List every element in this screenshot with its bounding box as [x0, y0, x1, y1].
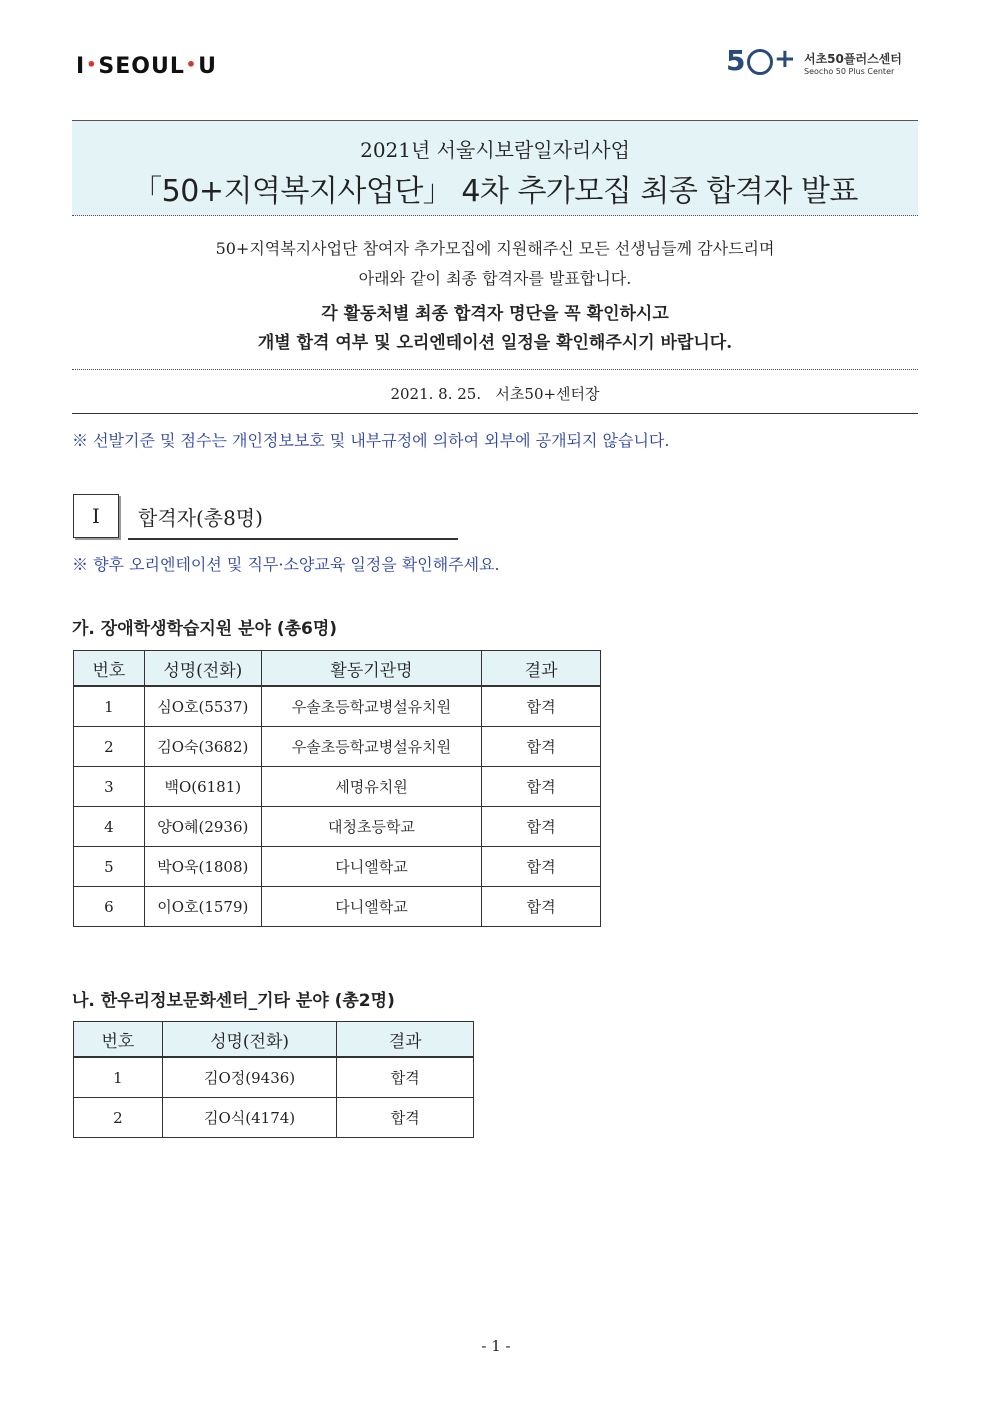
seoul-logo-i: I — [76, 54, 86, 79]
cell-number: 1 — [74, 1057, 163, 1098]
seocho-50plus-logo — [726, 44, 916, 84]
cell-result: 합격 — [482, 847, 601, 887]
cell-number: 1 — [74, 686, 145, 727]
table-header-row — [74, 1022, 474, 1058]
table-row — [74, 1057, 474, 1098]
cell-institution: 세명유치원 — [261, 767, 482, 807]
logo-dot: • — [185, 55, 198, 74]
logo-korean-name: 서초50플러스센터 — [804, 52, 902, 66]
cell-name: 백O(6181) — [144, 767, 261, 807]
cell-name: 김O정(9436) — [162, 1057, 337, 1098]
table-row — [74, 767, 601, 807]
cell-institution: 우솔초등학교병설유치원 — [261, 686, 482, 727]
intro-line-1: 50+지역복지사업단 참여자 추가모집에 지원해주신 모든 선생님들께 감사드리며 — [215, 239, 775, 258]
col-header-number: 번호 — [74, 651, 145, 687]
table-row — [74, 887, 601, 927]
cell-result: 합격 — [482, 887, 601, 927]
cell-name: 심O호(5537) — [144, 686, 261, 727]
cell-institution: 우솔초등학교병설유치원 — [261, 727, 482, 767]
seoul-logo — [76, 54, 217, 79]
page-title: 「50+지역복지사업단」 4차 추가모집 최종 합격자 발표 — [132, 174, 858, 209]
orientation-notice: ※ 향후 오리엔테이션 및 직무·소양교육 일정을 확인해주세요. — [72, 555, 500, 574]
title-subtitle: 2021년 서울시보람일자리사업 — [360, 138, 630, 162]
divider-dotted — [72, 369, 918, 370]
logo-plus: + — [774, 44, 796, 74]
table-row — [74, 686, 601, 727]
table-row — [74, 1098, 474, 1138]
intro-bold-line-2: 개별 합격 여부 및 오리엔테이션 일정을 확인해주시기 바랍니다. — [257, 333, 733, 353]
col-header-result: 결과 — [482, 651, 601, 687]
col-header-result: 결과 — [337, 1022, 474, 1058]
logo-5: 5 — [726, 44, 746, 77]
col-header-number: 번호 — [74, 1022, 163, 1058]
cell-name: 김O식(4174) — [162, 1098, 337, 1138]
section-underline — [128, 538, 458, 540]
intro-line-2: 아래와 같이 최종 합격자를 발표합니다. — [358, 269, 632, 288]
date-signature: 2021. 8. 25. 서초50+센터장 — [390, 385, 600, 403]
table-a — [73, 650, 601, 927]
logo-english-name: Seocho 50 Plus Center — [804, 67, 895, 76]
col-header-institution: 활동기관명 — [261, 651, 482, 687]
table-a-heading: 가. 장애학생학습지원 분야 (총6명) — [72, 619, 338, 639]
cell-name: 양O혜(2936) — [144, 807, 261, 847]
cell-number: 2 — [74, 1098, 163, 1138]
col-header-name: 성명(전화) — [162, 1022, 337, 1058]
cell-name: 이O호(1579) — [144, 887, 261, 927]
section-number-box: I — [73, 494, 119, 538]
title-banner — [72, 120, 918, 216]
cell-result: 합격 — [482, 686, 601, 727]
table-row — [74, 807, 601, 847]
table-row — [74, 847, 601, 887]
section-title: 합격자(총8명) — [138, 506, 263, 530]
logo-ring-icon — [747, 49, 773, 75]
logo-dot: • — [86, 55, 98, 74]
cell-result: 합격 — [482, 807, 601, 847]
cell-result: 합격 — [482, 727, 601, 767]
cell-name: 김O숙(3682) — [144, 727, 261, 767]
cell-number: 4 — [74, 807, 145, 847]
table-b-heading: 나. 한우리정보문화센터_기타 분야 (총2명) — [72, 991, 395, 1011]
table-b — [73, 1021, 474, 1138]
cell-number: 5 — [74, 847, 145, 887]
cell-result: 합격 — [337, 1057, 474, 1098]
privacy-notice: ※ 선발기준 및 점수는 개인정보보호 및 내부규정에 의하여 외부에 공개되지 않습니다. — [72, 431, 670, 450]
cell-institution: 다니엘학교 — [261, 847, 482, 887]
divider-solid — [72, 413, 918, 414]
cell-number: 2 — [74, 727, 145, 767]
page-number: - 1 - — [481, 1337, 511, 1355]
intro-bold-line-1: 각 활동처별 최종 합격자 명단을 꼭 확인하시고 — [321, 304, 669, 324]
cell-number: 6 — [74, 887, 145, 927]
seoul-logo-u: U — [198, 54, 217, 79]
table-row — [74, 727, 601, 767]
cell-institution: 대청초등학교 — [261, 807, 482, 847]
col-header-name: 성명(전화) — [144, 651, 261, 687]
cell-result: 합격 — [337, 1098, 474, 1138]
cell-number: 3 — [74, 767, 145, 807]
seoul-logo-seoul: SEOUL — [98, 54, 185, 79]
cell-institution: 다니엘학교 — [261, 887, 482, 927]
table-header-row — [74, 651, 601, 687]
cell-result: 합격 — [482, 767, 601, 807]
cell-name: 박O욱(1808) — [144, 847, 261, 887]
